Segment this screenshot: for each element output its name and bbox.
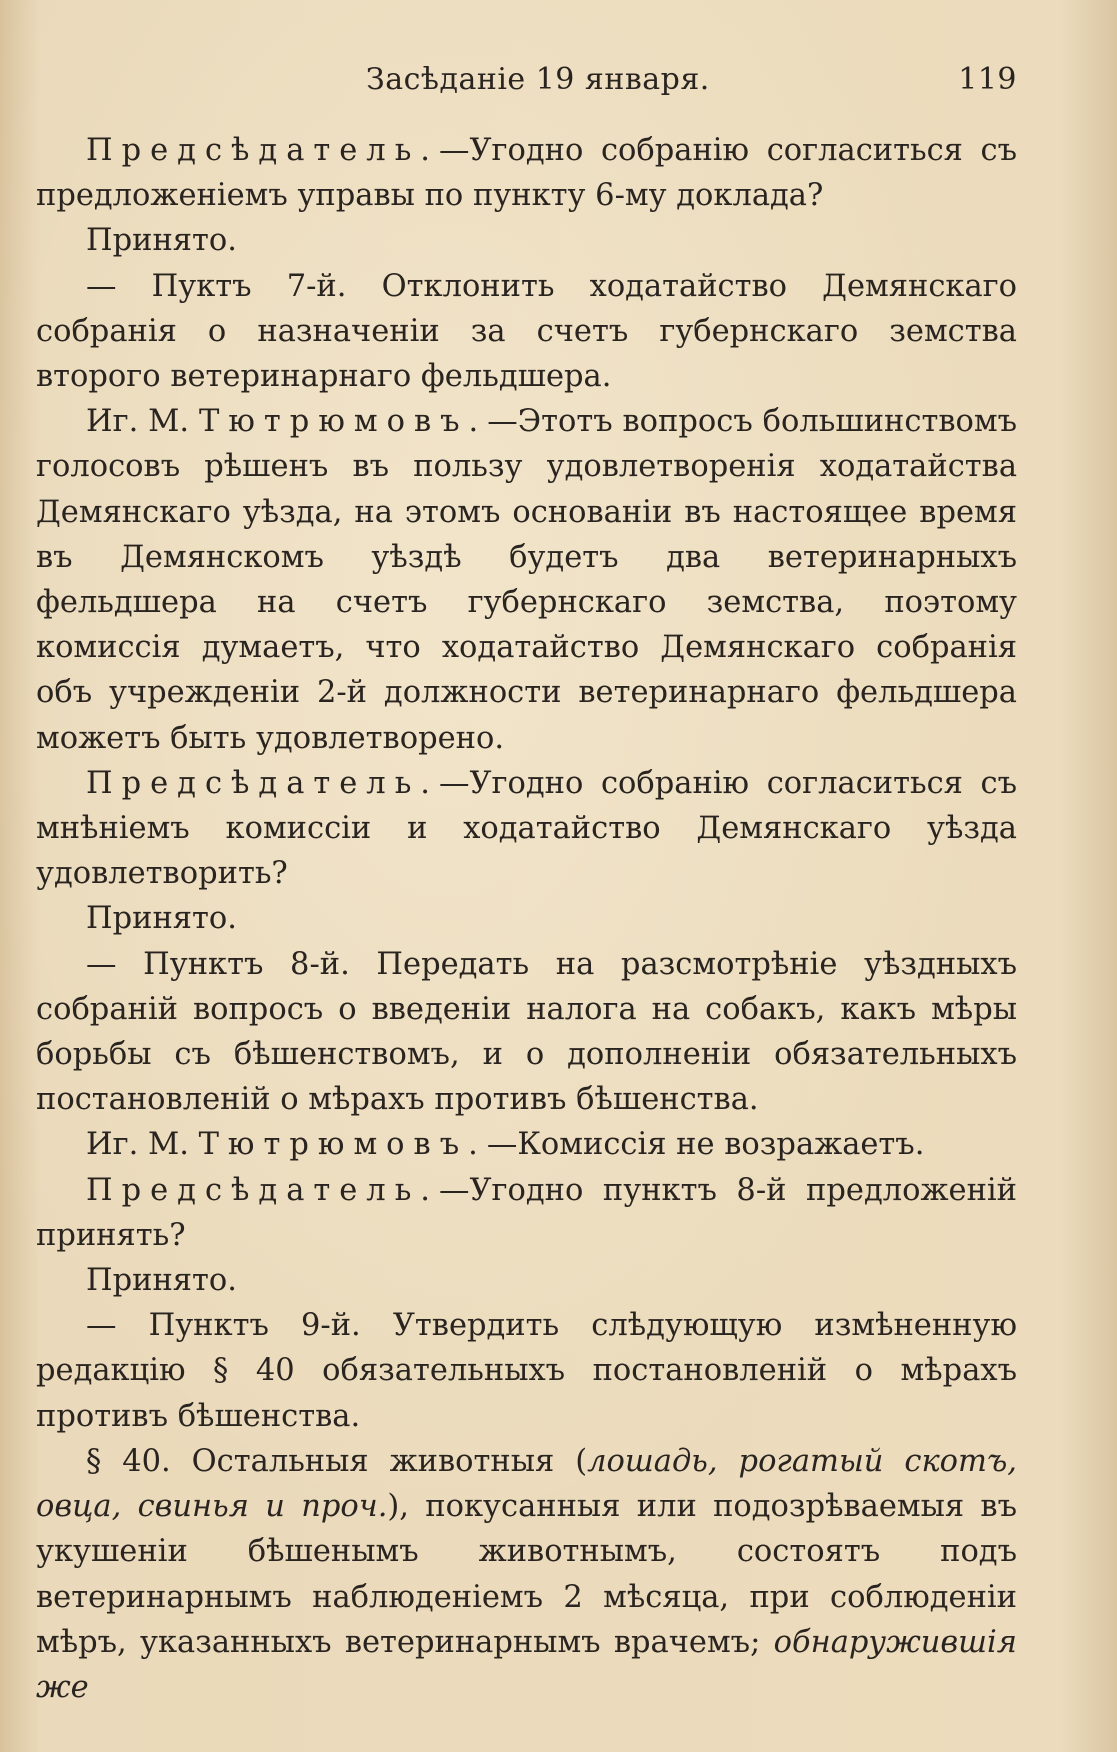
resolution-text: Принято. — [86, 1263, 237, 1299]
paragraph-section-40 — [36, 1439, 1017, 1710]
paragraph-item-9 — [36, 1303, 1017, 1439]
paragraph-item-8 — [36, 942, 1017, 1123]
speaker-name: Тютрюмовъ. — [199, 404, 488, 440]
agenda-item-text: — Пунктъ 9-й. Утвердить слѣдующую измѣненную редакцію § 40 обязательныхъ постановленій о мѣрахъ противъ бѣшенства. — [36, 1308, 1017, 1434]
speech-text: —Комиссія не возражаетъ. — [486, 1127, 925, 1163]
paragraph-tyutryumov-2 — [36, 1122, 1017, 1167]
speech-text: —Угодно собранію согласиться съ предложеніемъ управы по пункту 6-му доклада? — [36, 133, 1017, 214]
paragraph-chairman-1 — [36, 128, 1017, 218]
running-title: Засѣданіе 19 января. — [366, 62, 710, 97]
paragraph-accepted-1 — [36, 218, 1017, 263]
paragraph-tyutryumov-1 — [36, 399, 1017, 761]
agenda-item-text: — Пунктъ 8-й. Передать на разсмотрѣніе уѣздныхъ собраній вопросъ о введеніи налога на собакъ, какъ мѣры борьбы съ бѣшенствомъ, и о дополненіи обязательныхъ постановленій о мѣрахъ противъ бѣшенства. — [36, 946, 1017, 1118]
paragraph-accepted-3 — [36, 1258, 1017, 1303]
speech-text: —Этотъ вопросъ большинствомъ голосовъ рѣшенъ въ пользу удовлетворенія ходатайства Демянскаго уѣзда, на этомъ основаніи въ настоящее время въ Демянскомъ уѣздѣ будетъ два ветеринарныхъ фельдшера на счетъ губернскаго земства, поэтому комиссія думаетъ, что ходатайство Демянскаго собранія объ учрежденіи 2-й должности ветеринарнаго фельдшера можетъ быть удовлетворено. — [36, 404, 1017, 756]
speaker-initials: Иг. М. — [86, 404, 200, 440]
section-text-middle: ), покусанныя или подозрѣваемыя въ укушеніи бѣшенымъ животнымъ, состоятъ подъ ветеринарнымъ наблюденіемъ 2 мѣсяца, при соблюденіи мѣръ, указанныхъ ветеринарнымъ врачемъ; — [36, 1489, 1017, 1660]
paragraph-accepted-2 — [36, 896, 1017, 941]
speaker-name: Предсѣдатель. — [86, 765, 439, 801]
section-italic-animals: лошадь, рогатый скотъ, овца, свинья и проч. — [36, 1443, 1017, 1525]
speaker-name: Предсѣдатель. — [86, 1172, 439, 1208]
section-italic-end: обнаружившія же — [36, 1624, 1017, 1705]
speech-text: —Угодно собранію согласиться съ мнѣніемъ комиссіи и ходатайство Демянскаго уѣзда удовлетворить? — [36, 765, 1017, 892]
paragraph-chairman-2 — [36, 761, 1017, 897]
running-header — [36, 62, 1017, 104]
resolution-text: Принято. — [86, 223, 237, 259]
section-text-start: § 40. Остальныя животныя ( — [86, 1443, 588, 1479]
paragraph-chairman-3 — [36, 1168, 1017, 1258]
speaker-name: Предсѣдатель. — [86, 133, 439, 168]
paragraph-item-7 — [36, 264, 1017, 400]
resolution-text: Принято. — [86, 901, 237, 937]
body-text — [36, 128, 1017, 1710]
speaker-name: Тютрюмовъ. — [198, 1127, 487, 1163]
speech-text: —Угодно пунктъ 8-й предложеній принять? — [36, 1172, 1017, 1253]
agenda-item-text: — Пуктъ 7-й. Отклонить ходатайство Демянскаго собранія о назначеніи за счетъ губернскаго земства второго ветеринарнаго фельдшера. — [36, 268, 1017, 395]
speaker-initials: Иг. М. — [86, 1127, 199, 1163]
page-number: 119 — [958, 62, 1017, 97]
